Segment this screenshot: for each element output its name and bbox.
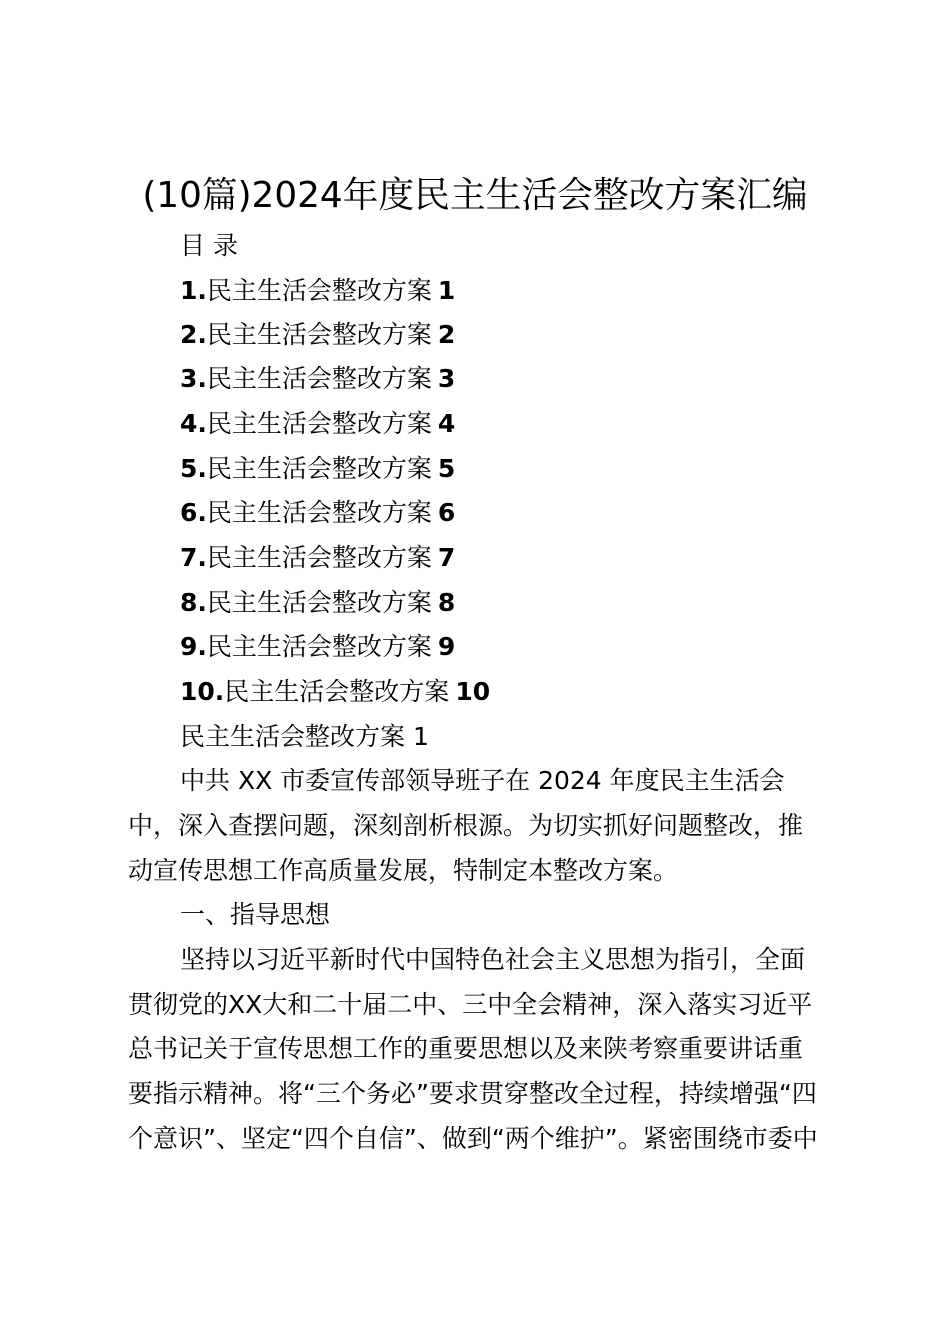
toc-item-number: 4. — [180, 409, 207, 438]
toc-item-number: 1. — [180, 276, 207, 305]
toc-item-page: 10 — [455, 677, 491, 706]
toc-item-page: 1 — [437, 276, 456, 305]
toc-item-text: 民主生活会整改方案 — [206, 409, 432, 438]
paragraph-line: 总书记关于宣传思想工作的重要思想以及来陕考察重要讲话重 — [128, 1034, 804, 1063]
paragraph-line: 中共 XX 市委宣传部领导班子在 2024 年度民主生活会 — [180, 766, 785, 795]
toc-item-number: 5. — [180, 454, 207, 483]
toc-item-text: 民主生活会整改方案 — [206, 320, 432, 349]
toc-item-text: 民主生活会整改方案 — [206, 543, 432, 572]
paragraph-line: 动宣传思想工作高质量发展，特制定本整改方案。 — [128, 856, 679, 885]
toc-item-number: 3. — [180, 364, 207, 393]
section-heading: 一、指导思想 — [180, 900, 331, 929]
toc-item-number: 10. — [180, 677, 225, 706]
toc-item — [180, 407, 455, 441]
toc-item-page: 8 — [437, 588, 456, 617]
toc-item — [180, 496, 455, 530]
toc-item-text: 民主生活会整改方案 — [206, 588, 432, 617]
toc-item-number: 8. — [180, 588, 207, 617]
toc-item-page: 9 — [437, 632, 456, 661]
toc-item — [180, 362, 455, 396]
toc-item-text: 民主生活会整改方案 — [206, 276, 432, 305]
paragraph-line: 贯彻党的XX大和二十届二中、三中全会精神，深入落实习近平 — [128, 990, 813, 1019]
toc-item-number: 6. — [180, 498, 207, 527]
toc-item-page: 4 — [437, 409, 456, 438]
toc-item-page: 2 — [437, 320, 456, 349]
toc-item — [180, 630, 455, 664]
paragraph-line: 中，深入查摆问题，深刻剖析根源。为切实抓好问题整改，推 — [128, 811, 804, 840]
toc-item-text: 民主生活会整改方案 — [206, 364, 432, 393]
toc-item-number: 7. — [180, 543, 207, 572]
toc-item — [180, 675, 490, 709]
toc-item-page: 6 — [437, 498, 456, 527]
toc-item-page: 3 — [437, 364, 456, 393]
document-title: (10篇)2024年度民主生活会整改方案汇编 — [142, 175, 808, 216]
toc-item-text: 民主生活会整改方案 — [206, 454, 432, 483]
toc-item-text: 民主生活会整改方案 — [206, 498, 432, 527]
toc-item — [180, 318, 455, 352]
toc-heading: 目 录 — [180, 231, 238, 260]
toc-item-page: 5 — [437, 454, 456, 483]
toc-item-text: 民主生活会整改方案 — [224, 677, 450, 706]
toc-item-text: 民主生活会整改方案 — [206, 632, 432, 661]
toc-item — [180, 541, 455, 575]
section-title: 民主生活会整改方案 1 — [180, 722, 429, 751]
paragraph-line: 个意识”、坚定“四个自信”、做到“两个维护”。紧密围绕市委中 — [128, 1124, 818, 1153]
toc-item-page: 7 — [437, 543, 456, 572]
paragraph-line: 坚持以习近平新时代中国特色社会主义思想为指引，全面 — [180, 945, 806, 974]
toc-item — [180, 452, 455, 486]
toc-item-number: 9. — [180, 632, 207, 661]
toc-item — [180, 274, 455, 308]
paragraph-line: 要指示精神。将“三个务必”要求贯穿整改全过程，持续增强“四 — [128, 1079, 817, 1108]
toc-item — [180, 586, 455, 620]
toc-item-number: 2. — [180, 320, 207, 349]
